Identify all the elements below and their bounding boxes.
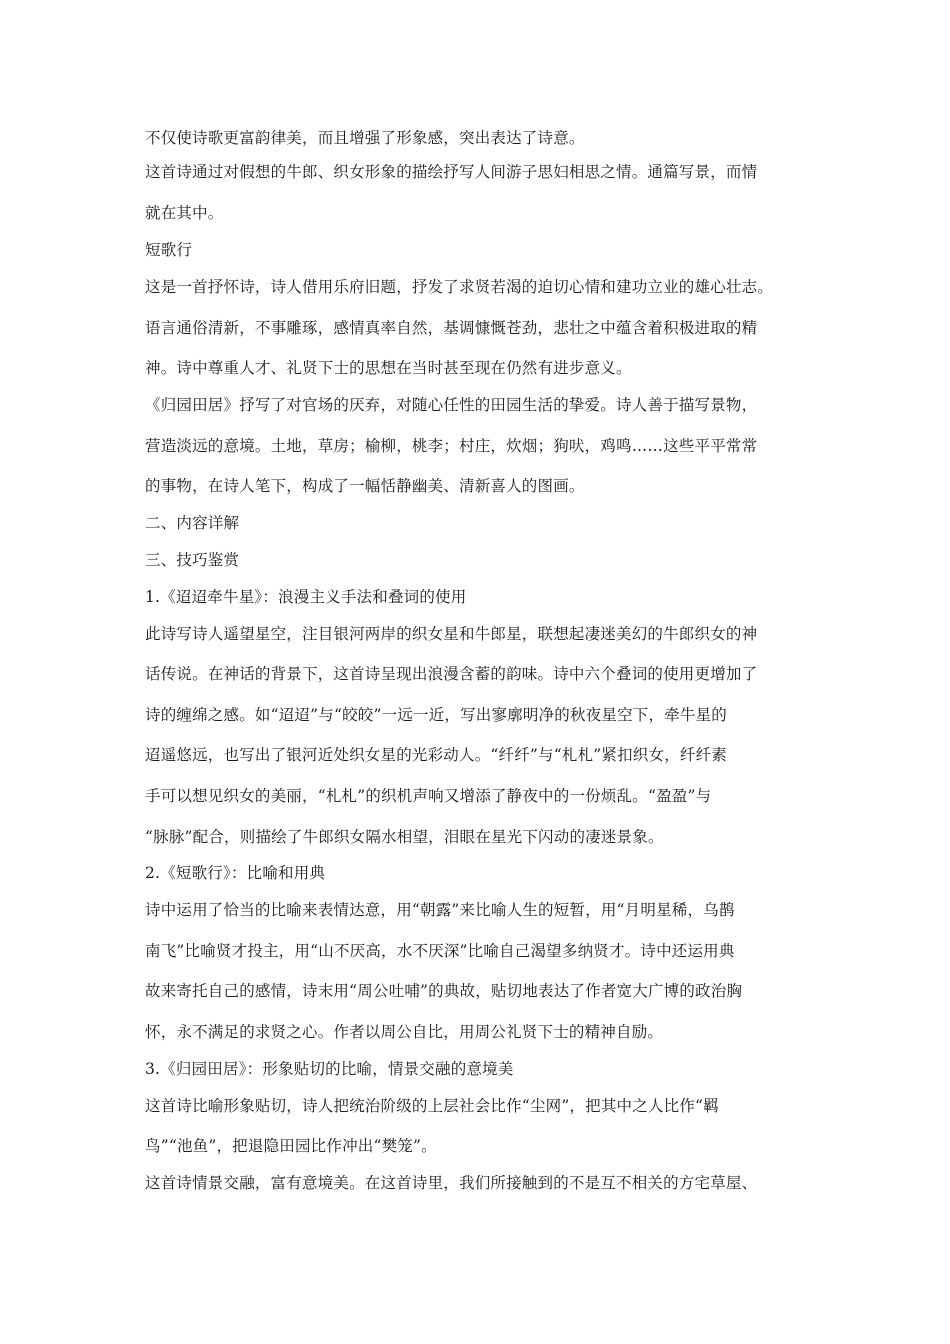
- text-line: 话传说。在神话的背景下，这首诗呈现出浪漫含蓄的韵味。诗中六个叠词的使用更增加了: [145, 665, 758, 683]
- text-line: 诗的缠绵之感。如“迢迢”与“皎皎”一远一近，写出寥廓明净的秋夜星空下，牵牛星的: [145, 706, 727, 724]
- text-line: 这首诗情景交融，富有意境美。在这首诗里，我们所接触到的不是互不相关的方宅草屋、: [145, 1174, 758, 1192]
- text-line: 此诗写诗人遥望星空，注目银河两岸的织女星和牛郎星，联想起凄迷美幻的牛郎织女的神: [145, 625, 758, 643]
- text-line: 这是一首抒怀诗，诗人借用乐府旧题，抒发了求贤若渴的迫切心情和建功立业的雄心壮志。: [145, 278, 774, 296]
- text-line: 南飞”比喻贤才投主，用“山不厌高，水不厌深”比喻自己渴望多纳贤才。诗中还运用典: [145, 942, 735, 960]
- subsection-heading: 1.《迢迢牵牛星》：浪漫主义手法和叠词的使用: [145, 588, 467, 606]
- subsection-heading: 2.《短歌行》：比喻和用典: [145, 864, 326, 882]
- text-line: 《归园田居》抒写了对官场的厌弃，对随心任性的田园生活的挚爱。诗人善于描写景物，: [145, 396, 758, 414]
- text-line: 迢遥悠远，也写出了银河近处织女星的光彩动人。“纤纤”与“札札”紧扣织女，纤纤素: [145, 746, 727, 764]
- section-heading: 二、内容详解: [145, 514, 240, 532]
- text-line: 不仅使诗歌更富韵律美，而且增强了形象感，突出表达了诗意。: [145, 129, 585, 147]
- text-line: 营造淡远的意境。土地，草房；榆柳，桃李；村庄，炊烟；狗吠，鸡鸣……这些平平常常: [145, 437, 758, 455]
- section-heading: 短歌行: [145, 241, 193, 259]
- section-heading: 三、技巧鉴赏: [145, 551, 240, 569]
- text-line: 鸟”“池鱼”，把退隐田园比作冲出“樊笼”。: [145, 1137, 437, 1155]
- text-line: 怀，永不满足的求贤之心。作者以周公自比，用周公礼贤下士的精神自励。: [145, 1023, 664, 1041]
- text-line: 手可以想见织女的美丽，“札札”的织机声响又增添了静夜中的一份烦乱。“盈盈”与: [145, 787, 712, 805]
- text-line: 诗中运用了恰当的比喻来表情达意，用“朝露”来比喻人生的短暂，用“月明星稀，乌鹊: [145, 901, 735, 919]
- text-line: 神。诗中尊重人才、礼贤下士的思想在当时甚至现在仍然有进步意义。: [145, 359, 632, 377]
- text-line: 的事物，在诗人笔下，构成了一幅恬静幽美、清新喜人的图画。: [145, 477, 585, 495]
- text-line: 语言通俗清新，不事雕琢，感情真率自然，基调慷慨苍劲，悲壮之中蕴含着积极进取的精: [145, 319, 758, 337]
- subsection-heading: 3.《归园田居》：形象贴切的比喻，情景交融的意境美: [145, 1060, 514, 1078]
- text-line: 故来寄托自己的感情，诗末用“周公吐哺”的典故，贴切地表达了作者宽大广博的政治胸: [145, 982, 743, 1000]
- text-line: 这首诗比喻形象贴切，诗人把统治阶级的上层社会比作“尘网”，把其中之人比作“羁: [145, 1097, 719, 1115]
- text-line: “脉脉”配合，则描绘了牛郎织女隔水相望，泪眼在星光下闪动的凄迷景象。: [145, 828, 664, 846]
- text-line: 这首诗通过对假想的牛郎、织女形象的描绘抒写人间游子思妇相思之情。通篇写景，而情: [145, 163, 758, 181]
- text-line: 就在其中。: [145, 204, 224, 222]
